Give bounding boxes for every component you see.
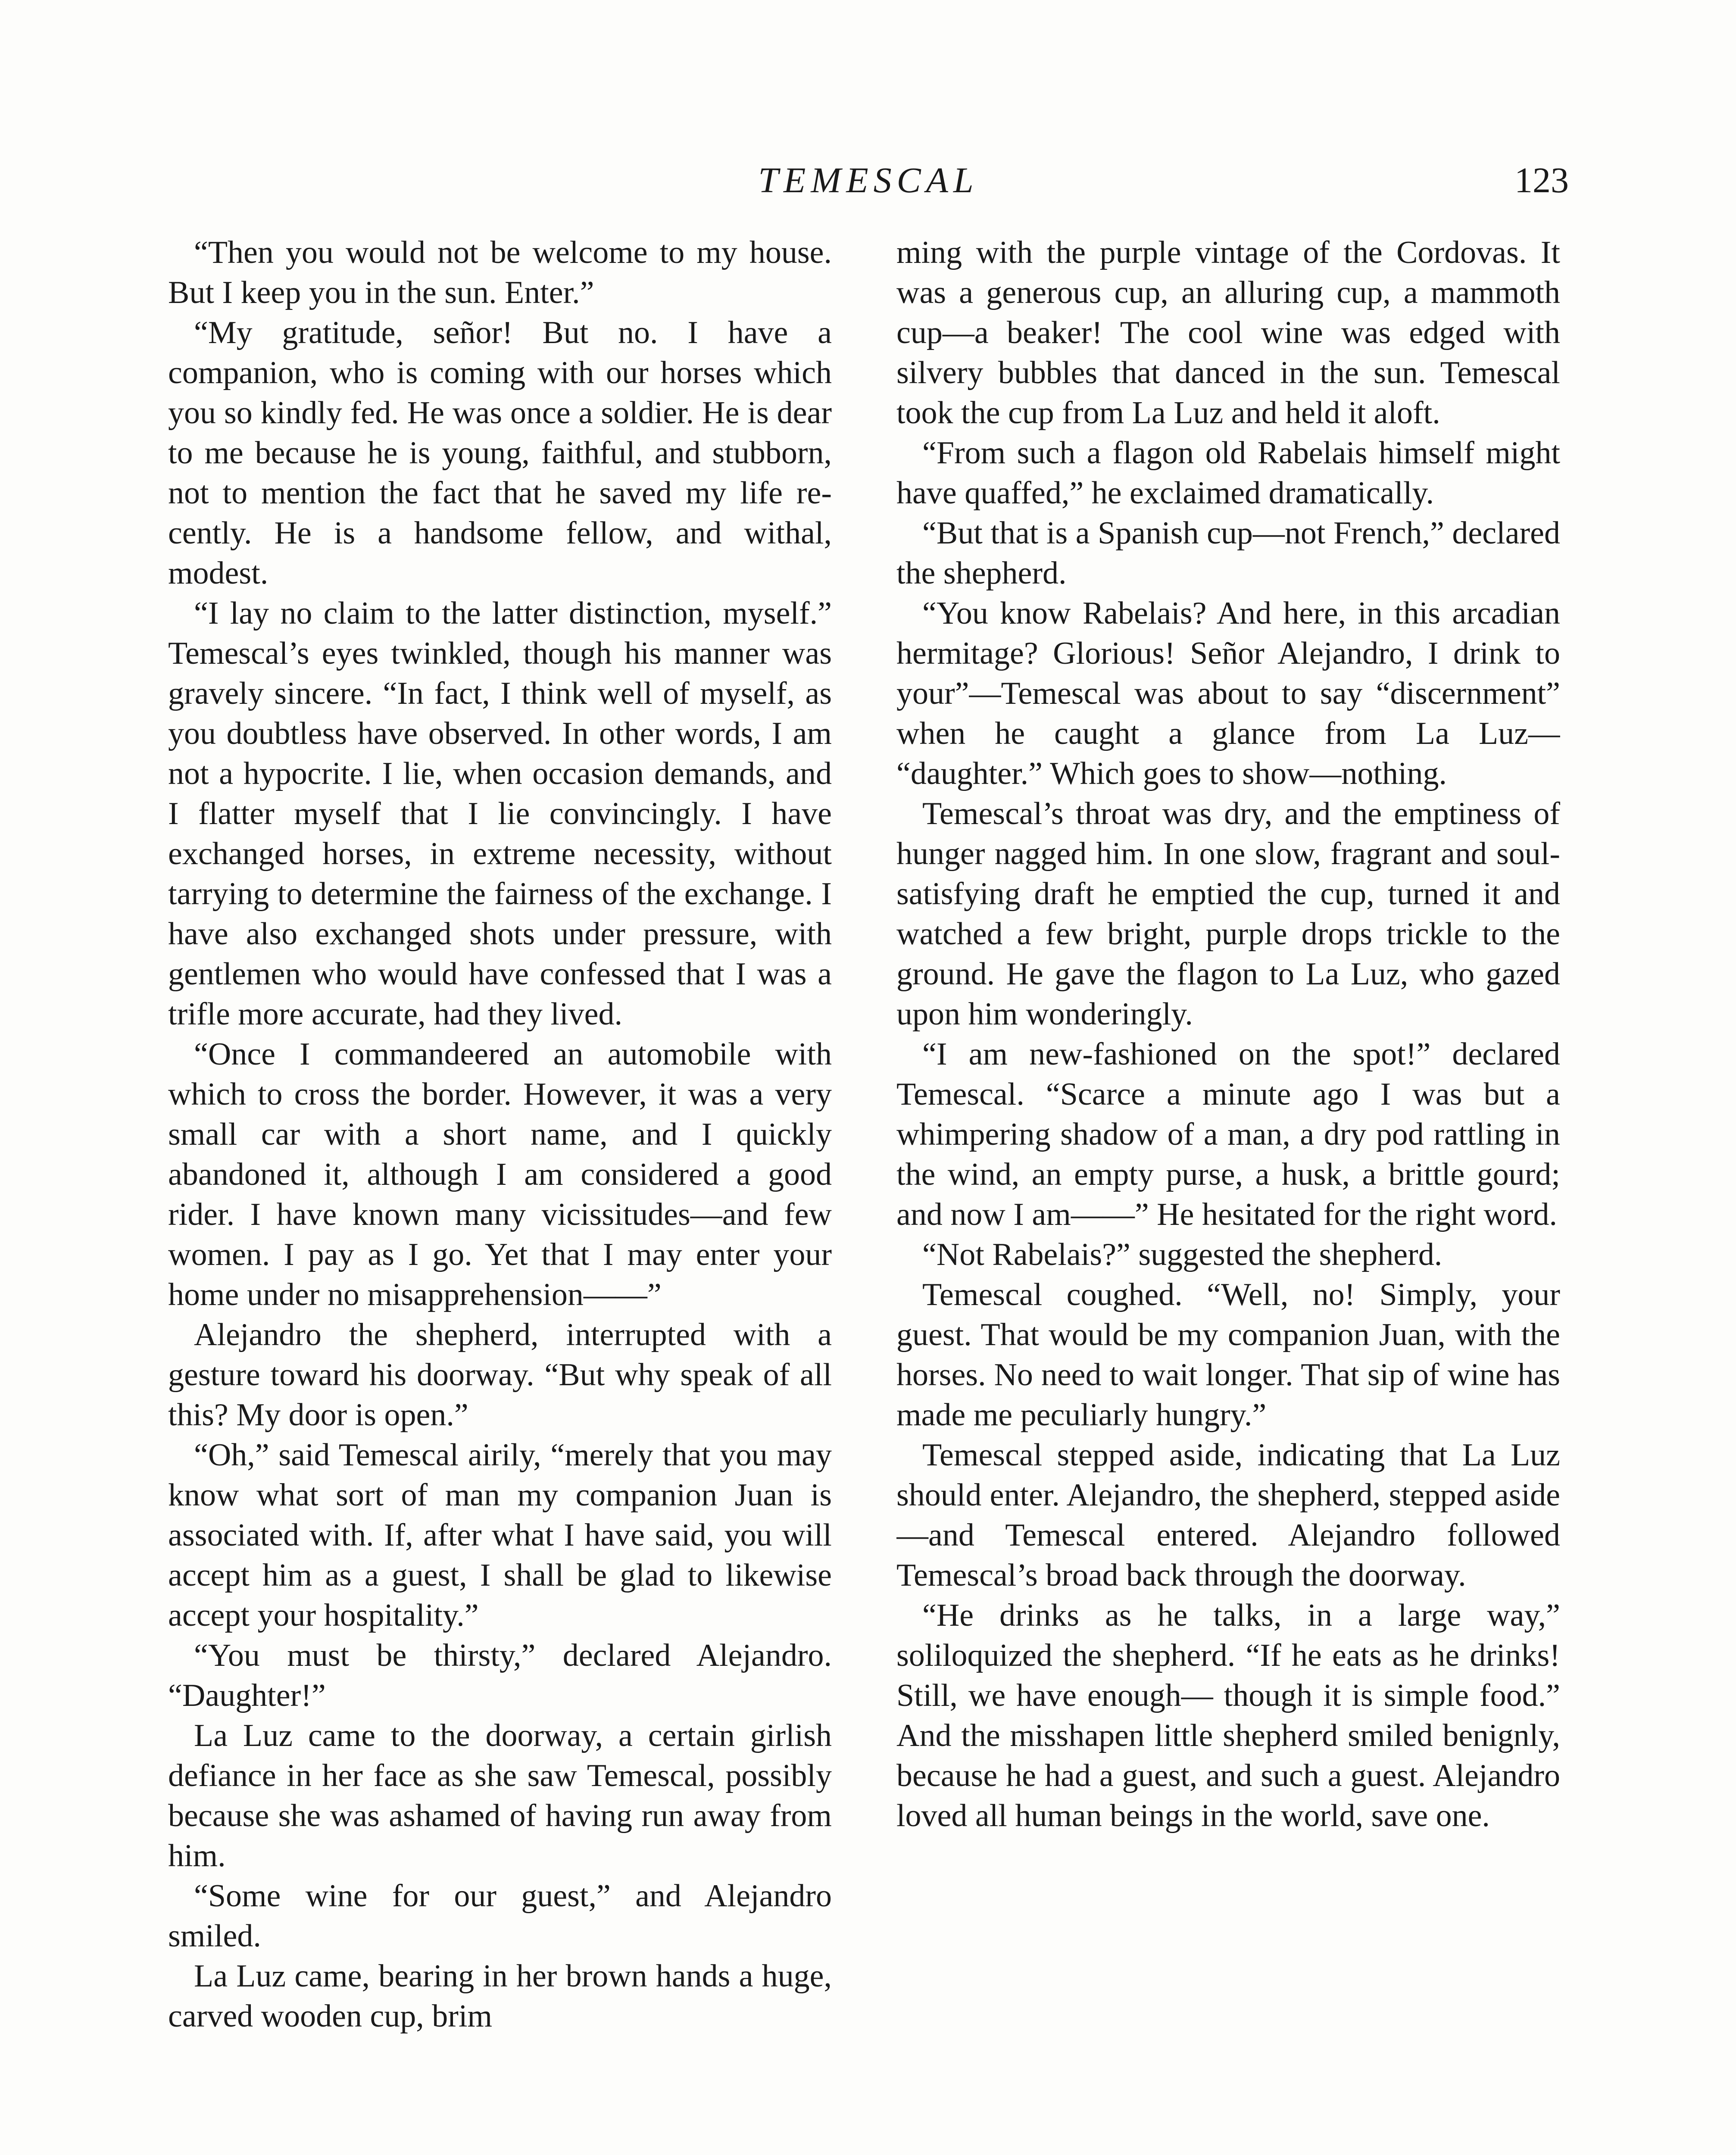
paragraph: Temescal coughed. “Well, no! Simply, your guest. That would be my companion Juan, with the horses. No need to wait longer. That sip of wine has made me peculiarly hungry.” [896, 1277, 1560, 1433]
paragraph: “You know Rabelais? And here, in this arcadian hermitage? Glorious! Señor Alejandro, I drink to your”—Temescal was about to say “discernment” when he caught a glance from La Luz— “daughter.” Which goes to show—nothing. [896, 596, 1560, 791]
paragraph: “From such a flagon old Rabelais himself might have quaffed,” he exclaimed dramatically. [896, 435, 1560, 511]
left-column [168, 233, 832, 2155]
paragraph: “I lay no claim to the latter distinction, myself.” Temescal’s eyes twinkled, though his manner was gravely sincere. “In fact, I think well of myself, as you doubtless have observed. In other words, I am not a hypocrite. I lie, when occasion demands, and I flatter myself that I lie convincingly. I have exchanged horses, in extreme necessity, without tarrying to determine the fairness of the exchange. I have also exchanged shots under pressure, with gentlemen who would have confessed that I was a trifle more accurate, had they lived. [168, 596, 832, 1032]
paragraph: La Luz came, bearing in her brown hands a huge, carved wooden cup, brim [168, 1958, 832, 2034]
paragraph: Alejandro the shepherd, interrupted with a gesture toward his doorway. “But why speak of all this? My door is open.” [168, 1317, 832, 1433]
paragraph: Temescal’s throat was dry, and the emptiness of hunger nagged him. In one slow, fragrant and soul-satisfying draft he emptied the cup, turned it and watched a few bright, purple drops trickle to the ground. He gave the flagon to La Luz, who gazed upon him wonderingly. [896, 796, 1560, 1032]
right-column [896, 233, 1560, 2155]
paragraph: La Luz came to the doorway, a certain girlish defiance in her face as she saw Temescal, possibly because she was ashamed of having run away from him. [168, 1718, 832, 1874]
paragraph: “Not Rabelais?” suggested the shepherd. [922, 1237, 1443, 1272]
paragraph: “I am new-fashioned on the spot!” declared Temescal. “Scarce a minute ago I was but a whimpering shadow of a man, a dry pod rattling in the wind, an empty purse, a husk, a brittle gourd; and now I am——” He hesitated for the right word. [896, 1037, 1560, 1232]
paragraph: “You must be thirsty,” declared Alejandro. “Daughter!” [168, 1638, 832, 1713]
paragraph: “Then you would not be welcome to my house. But I keep you in the sun. Enter.” [168, 235, 832, 310]
paragraph: “Some wine for our guest,” and Alejandro smiled. [168, 1878, 832, 1954]
paragraph: “Once I commandeered an automobile with which to cross the border. However, it was a very small car with a short name, and I quickly abandoned it, although I am considered a good rider. I have known many vicissitudes—and few women. I pay as I go. Yet that I may enter your home under no misapprehension——” [168, 1037, 832, 1312]
running-title: TEMESCAL [758, 160, 979, 200]
paragraph: “But that is a Spanish cup—not French,” declared the shepherd. [896, 515, 1560, 591]
paragraph: Temescal stepped aside, indicating that La Luz should enter. Alejandro, the shepherd, stepped aside—and Temescal entered. Alejandro followed Temescal’s broad back through the doorway. [896, 1437, 1560, 1593]
page-number: 123 [1514, 160, 1569, 200]
paragraph: “My gratitude, señor! But no. I have a companion, who is coming with our horses which you so kindly fed. He was once a soldier. He is dear to me because he is young, faithful, and stubborn, not to mention the fact that he saved my life recently. He is a handsome fellow, and withal, modest. [168, 315, 832, 591]
running-head [168, 159, 1569, 207]
paragraph: “Oh,” said Temescal airily, “merely that you may know what sort of man my companion Juan is associated with. If, after what I have said, you will accept him as a guest, I shall be glad to likewise accept your hospitality.” [168, 1437, 832, 1633]
paragraph: “He drinks as he talks, in a large way,” soliloquized the shepherd. “If he eats as he drinks! Still, we have enough— though it is simple food.” And the misshapen little shepherd smiled benignly, because he had a guest, and such a guest. Alejandro loved all human beings in the world, save one. [896, 1598, 1560, 1833]
paragraph-continuation: ming with the purple vintage of the Cordovas. It was a generous cup, an alluring cup, a mammoth cup—a beaker! The cool wine was edged with silvery bubbles that danced in the sun. Temescal took the cup from La Luz and held it aloft. [896, 235, 1560, 431]
